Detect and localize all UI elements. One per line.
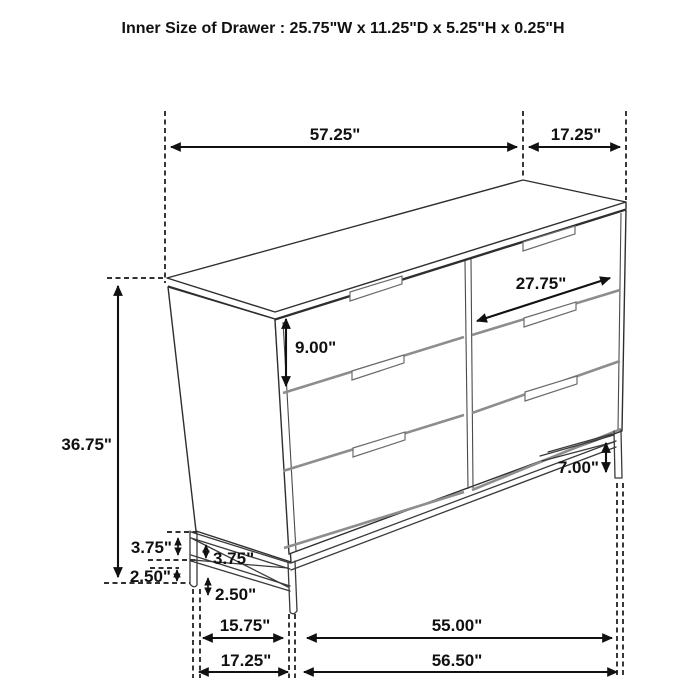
dim-label-bottom-width: 56.50" xyxy=(431,651,483,670)
inner-drawer-size-title: Inner Size of Drawer : 25.75"W x 11.25"D x 5.25"H x 0.25"H xyxy=(121,20,565,37)
dim-label-top-depth: 17.25" xyxy=(550,125,602,144)
front-right-leg xyxy=(614,430,622,478)
dim-label-base-height: 7.00" xyxy=(557,458,599,477)
dim-label-drawer-width: 27.75" xyxy=(515,274,567,293)
dim-label-drawer-height: 9.00" xyxy=(295,338,337,357)
dim-label-leg-span-width: 55.00" xyxy=(431,616,483,635)
dim-label-leg-back: 2.50" xyxy=(129,567,171,586)
dim-label-leg-front: 2.50" xyxy=(215,585,257,604)
dim-label-frame-back: 3.75" xyxy=(130,538,172,557)
dim-label-top-width: 57.25" xyxy=(309,125,361,144)
dim-label-overall-depth: 17.25" xyxy=(220,651,272,670)
dim-label-frame-front: 3.75" xyxy=(213,549,255,568)
left-side-panel xyxy=(168,287,291,562)
dim-label-leg-span-depth: 15.75" xyxy=(219,616,271,635)
dim-label-overall-height: 36.75" xyxy=(61,435,112,454)
